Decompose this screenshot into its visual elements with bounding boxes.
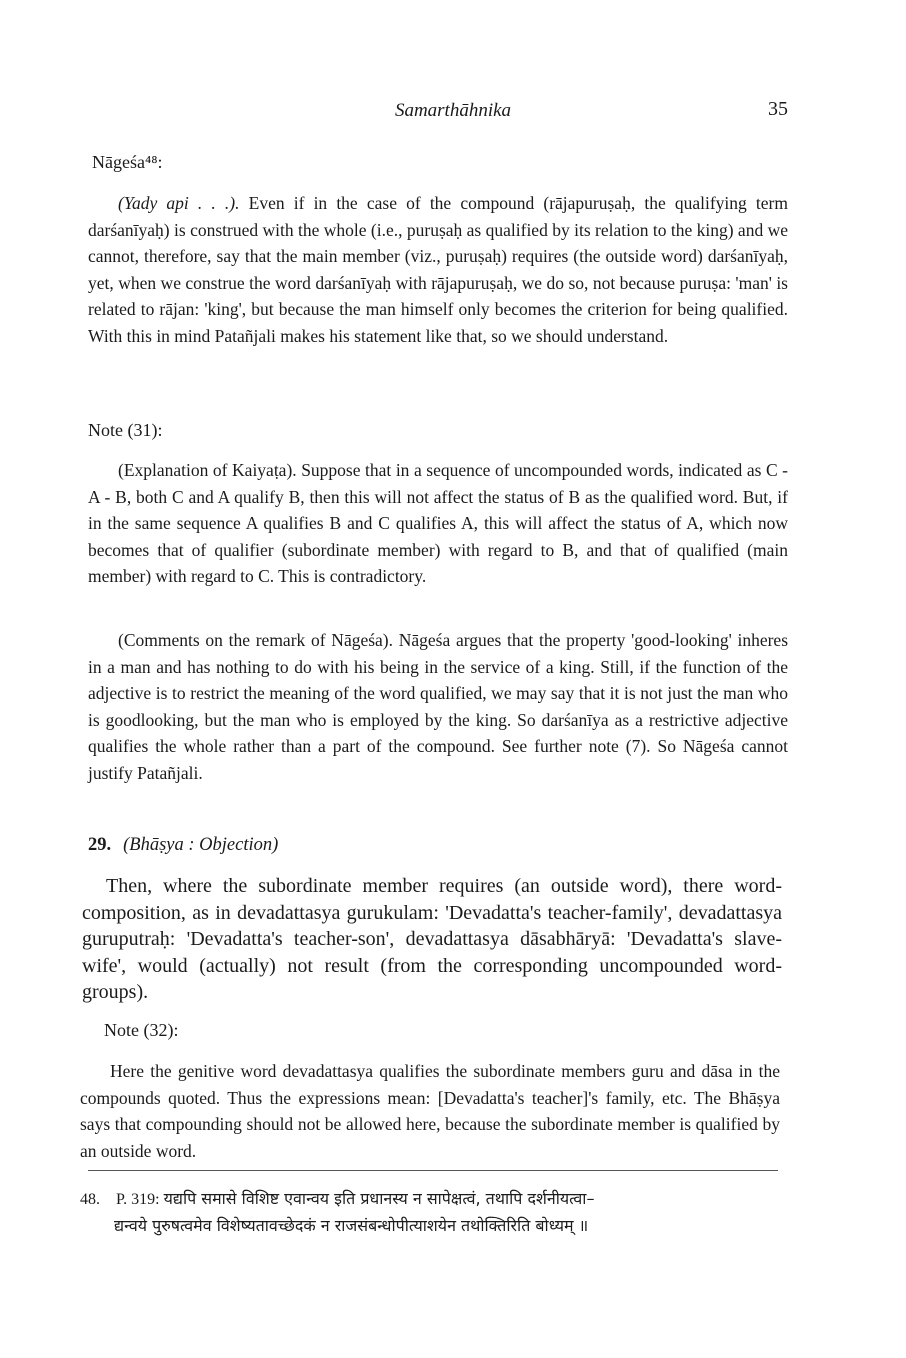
footnote-sanskrit-line-1: यद्यपि समासे विशिष्ट एवान्वय इति प्रधानस्य न सापेक्षत्वं, तथापि दर्शनीयत्वा–	[163, 1189, 595, 1208]
page-number: 35	[768, 98, 788, 120]
nagesa-lead: (Yady api . . .).	[118, 193, 240, 213]
nagesa-paragraph	[88, 190, 788, 350]
note-32-paragraph	[80, 1058, 780, 1164]
section-29-number: 29.	[88, 835, 112, 855]
note-31-text-1: (Explanation of Kaiyaṭa). Suppose that in a sequence of uncompounded words, indicated as C - A - B, both C and A qualify B, then this will not affect the status of B as the qualified word. But, if in the same sequence A qualifies B and C qualifies A, this will affect the status of A, which now becomes that of qualifier (subordinate member) with regard to B, and that of qualified (main member) with regard to C. This is contradictory.	[88, 460, 788, 587]
nagesa-text: Even if in the case of the compound (rājapuruṣaḥ, the qualifying term darśanīyaḥ) is construed with the whole (i.e., puruṣaḥ as qualified by its relation to the king) and we cannot, therefore, say that the main member (viz., puruṣaḥ) requires (the outside word) darśanīyaḥ, yet, when we construe the word darśanīyaḥ with rājapuruṣaḥ, we do so, not because puruṣa: 'man' is related to rājan: 'king', but because the man himself only becomes the criterion for being qualified. With this in mind Patañjali makes his statement like that, so we should understand.	[88, 193, 788, 346]
section-29-paragraph	[82, 873, 782, 1006]
section-29-title: (Bhāṣya : Objection)	[123, 835, 279, 855]
note-31-paragraph-1	[88, 457, 788, 590]
footnote-number: 48.	[80, 1191, 100, 1208]
note-32-label: Note (32):	[104, 1020, 179, 1040]
note-31-label: Note (31):	[88, 420, 163, 440]
note-31-text-2: (Comments on the remark of Nāgeśa). Nāgeśa argues that the property 'good-looking' inheres in a man and has nothing to do with his being in the service of a king. Still, if the function of the adjective is to restrict the meaning of the word qualified, we may say that it is not just the man who is goodlooking, but the man who is employed by the king. So darśanīya as a restrictive adjective qualifies the whole rather than a part of the compound. See further note (7). So Nāgeśa cannot justify Patañjali.	[88, 630, 788, 783]
nagesa-label: Nāgeśa⁴⁸:	[92, 152, 163, 172]
footnote-sanskrit-line-2: द्यन्वये पुरुषत्वमेव विशेष्यतावच्छेदकं न राजसंबन्धोपीत्याशयेन तथोक्तिरिति बोध्यम् ॥	[114, 1216, 589, 1235]
running-header: Samarthāhnika	[394, 100, 512, 121]
footnote-ref: P. 319:	[116, 1191, 160, 1208]
footnote-divider	[88, 1170, 778, 1171]
note-32-text: Here the genitive word devadattasya qualifies the subordinate members guru and dāsa in the compounds quoted. Thus the expressions mean: [Devadatta's teacher]'s family, etc. The Bhāṣya says that compounding should not be allowed here, because the subordinate member is qualified by an outside word.	[80, 1061, 780, 1161]
note-31-paragraph-2	[88, 627, 788, 787]
section-29-text: Then, where the subordinate member requires (an outside word), there word-composition, as in devadattasya gurukulam: 'Devadatta's teacher-family', devadattasya guruputraḥ: 'Devadatta's teacher-son', devadattasya dāsabhāryā: 'Devadatta's slave-wife', would (actually) not result (from the corresponding uncompounded word-groups).	[82, 875, 782, 1004]
footnote-48	[80, 1186, 780, 1239]
section-29-heading	[88, 835, 788, 856]
